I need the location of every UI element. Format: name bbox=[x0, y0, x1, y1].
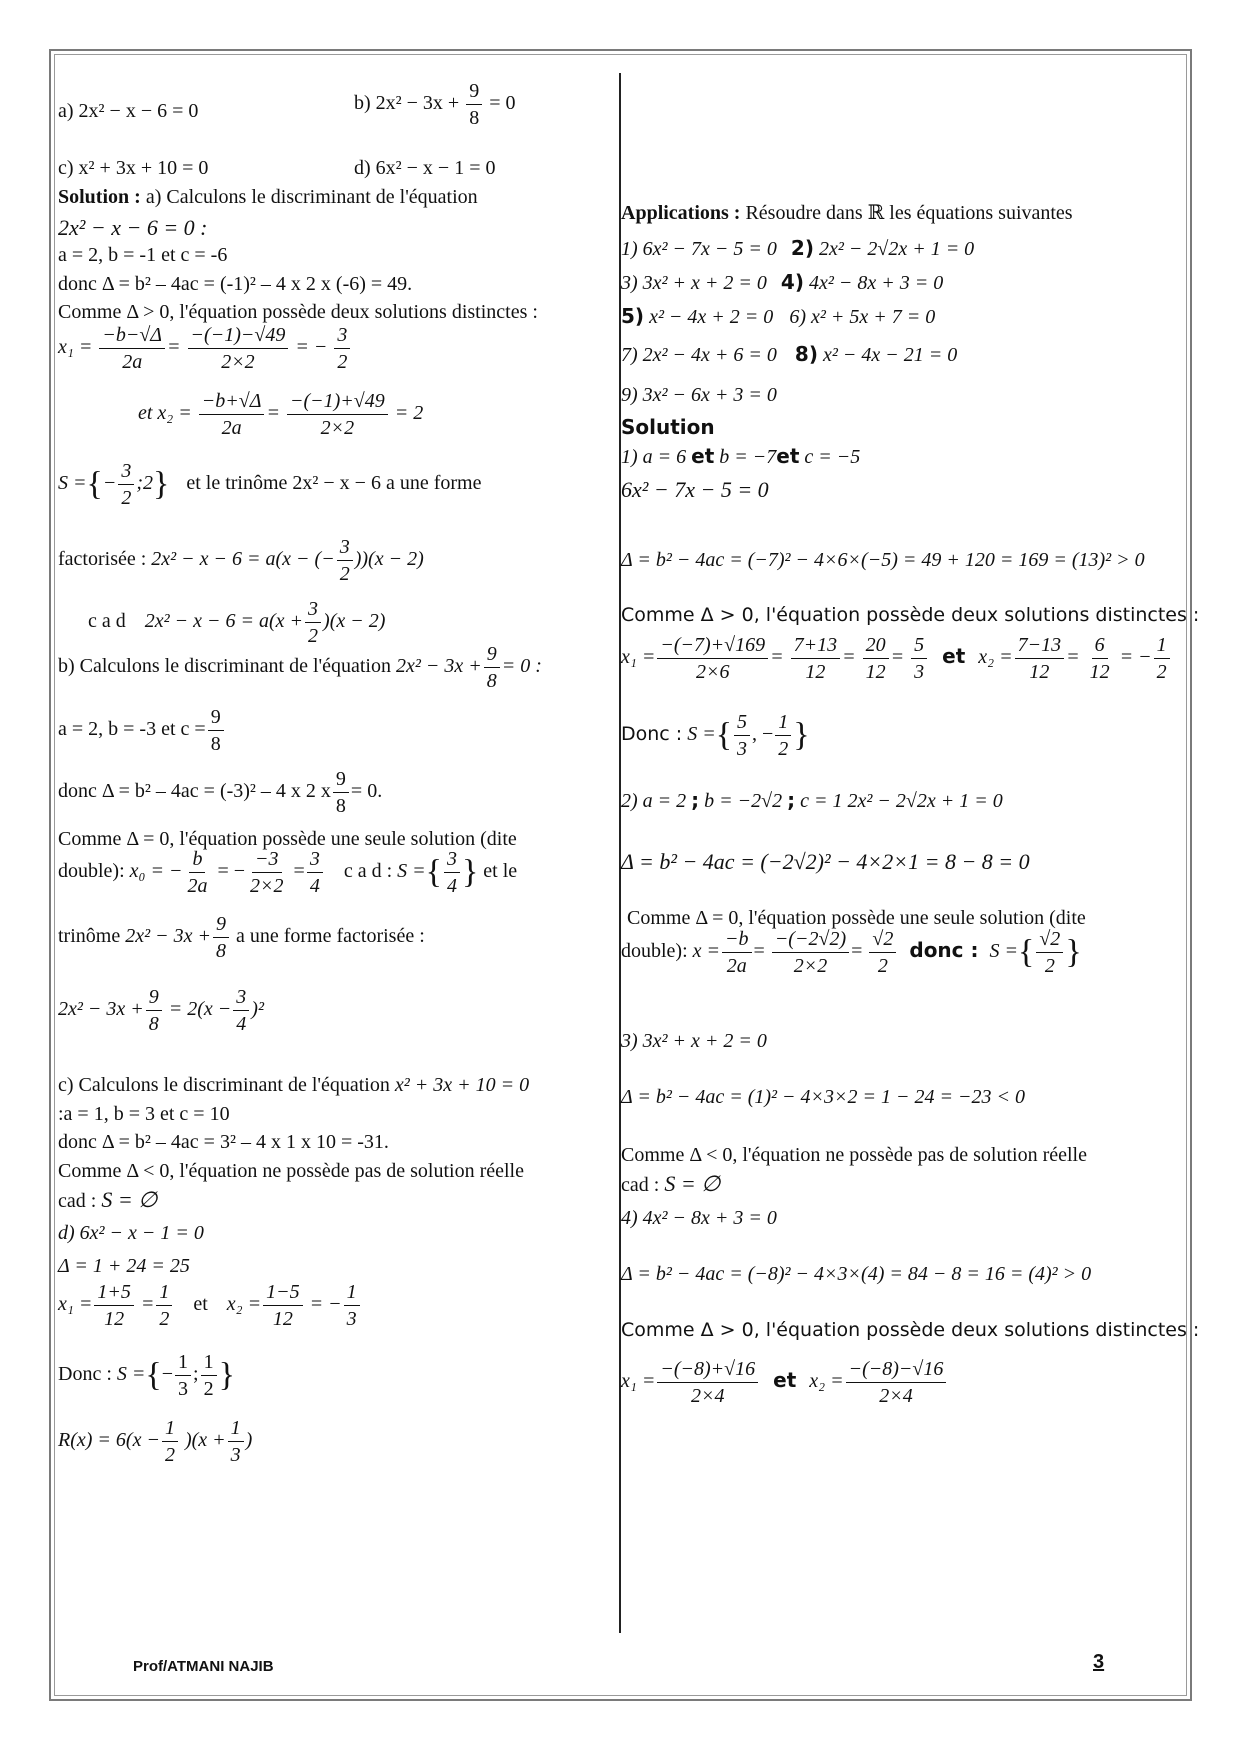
exercise-a: a) 2x² − x − 6 = 0 bbox=[58, 100, 199, 122]
x0-b: double): x₀ = − $\frac{b}{2a}$ = − $\frac{-3}{2\times 2}$ = $\frac{3}{4}$ c a d : S ={ $\frac{3}{4}$ } et le bbox=[58, 848, 518, 897]
x2-a: et x₂ = $\frac{-b+√\Delta}{2a}$ = $\frac{-(-1)+√49}{2\times 2}$ = 2 bbox=[138, 390, 424, 439]
solution-set-1: Donc : S ={ $\frac{5}{3}$ , − $\frac{1}{2}$ } bbox=[621, 711, 810, 760]
comme-c: Comme Δ < 0, l'équation ne possède pas de solution réelle bbox=[58, 1160, 524, 1182]
factorisation-b: 2x² − 3x + $\frac{9}{8}$ = 2(x − $\frac{3}{4}$ )² bbox=[58, 986, 264, 1035]
solution-set-a: S ={− $\frac{3}{2}$ ;2} et le trinôme 2x² − x − 6 a une forme bbox=[58, 460, 482, 509]
coefficients-1: 1) a = 6 et b = −7et c = −5 bbox=[621, 444, 861, 468]
coefficients-2: 2) a = 2 ; b = −2√2 ; c = 1 2x² − 2√2x + 1 = 0 bbox=[621, 788, 1003, 812]
equation-1: 6x² − 7x − 5 = 0 bbox=[621, 477, 769, 502]
solution-set-3: cad : S = ∅ bbox=[621, 1171, 721, 1196]
delta-1: Δ = b² − 4ac = (−7)² − 4×6×(−5) = 49 + 120 = 169 = (13)² > 0 bbox=[621, 549, 1145, 571]
equation-4: 4) 4x² − 8x + 3 = 0 bbox=[621, 1207, 777, 1229]
comme-3: Comme Δ < 0, l'équation ne possède pas de solution réelle bbox=[621, 1144, 1087, 1166]
exercise-c: c) x² + 3x + 10 = 0 bbox=[58, 157, 209, 179]
delta-2: Δ = b² − 4ac = (−2√2)² − 4×2×1 = 8 − 8 = 0 bbox=[621, 849, 1030, 874]
app-eq-7-8: 7) 2x² − 4x + 6 = 0 8) x² − 4x − 21 = 0 bbox=[621, 342, 958, 366]
factorisation-d: R(x) = 6(x − $\frac{1}{2}$ )(x + $\frac{1}{3}$ ) bbox=[58, 1417, 253, 1466]
solution-set-c: cad : S = ∅ bbox=[58, 1187, 158, 1212]
delta-a: donc Δ = b² – 4ac = (-1)² – 4 x 2 x (-6) = 49. bbox=[58, 273, 413, 295]
solution-heading: Solution : a) Calculons le discriminant de l'équation bbox=[58, 186, 478, 208]
coefficients-b: a = 2, b = -3 et c = $\frac{9}{8}$ bbox=[58, 704, 226, 757]
roots-d: x₁ = $\frac{1+5}{12}$ = $\frac{1}{2}$ et x₂ = $\frac{1-5}{12}$ = − $\frac{1}{3}$ bbox=[58, 1279, 362, 1332]
comme-1: Comme Δ > 0, l'équation possède deux solutions distinctes : bbox=[621, 604, 1200, 626]
comme-2: Comme Δ = 0, l'équation possède une seule solution (dite bbox=[627, 907, 1086, 929]
equation-3: 3) 3x² + x + 2 = 0 bbox=[621, 1030, 767, 1052]
solution-set-d: Donc : S ={− $\frac{1}{3}$ ; $\frac{1}{2}$ } bbox=[58, 1351, 235, 1400]
coefficients-a: a = 2, b = -1 et c = -6 bbox=[58, 244, 228, 266]
comme-a: Comme Δ > 0, l'équation possède deux solutions distinctes : bbox=[58, 301, 538, 323]
footer-author: Prof/ATMANI NAJIB bbox=[133, 1658, 274, 1675]
applications-heading: Applications : Résoudre dans ℝ les équations suivantes bbox=[621, 202, 1073, 224]
exercise-d: d) 6x² − x − 1 = 0 bbox=[354, 157, 496, 179]
trinome-b: trinôme 2x² − 3x + $\frac{9}{8}$ a une forme factorisée : bbox=[58, 913, 425, 962]
factorisation-a: factorisée : 2x² − x − 6 = a(x − (− $\frac{3}{2}$ ))(x − 2) bbox=[58, 536, 424, 585]
solution-title: Solution bbox=[621, 415, 715, 439]
app-eq-1-2: 1) 6x² − 7x − 5 = 0 2) 2x² − 2√2x + 1 = 0 bbox=[621, 236, 975, 260]
equation-a: 2x² − x − 6 = 0 : bbox=[58, 215, 208, 240]
app-eq-9: 9) 3x² − 6x + 3 = 0 bbox=[621, 384, 777, 406]
delta-3: Δ = b² − 4ac = (1)² − 4×3×2 = 1 − 24 = −23 < 0 bbox=[621, 1086, 1026, 1108]
comme-4: Comme Δ > 0, l'équation possède deux solutions distinctes : bbox=[621, 1319, 1200, 1341]
factorisation-cad-a: c a d 2x² − x − 6 = a(x + $\frac{3}{2}$ )(x − 2) bbox=[88, 598, 386, 647]
equation-d: d) 6x² − x − 1 = 0 bbox=[58, 1222, 204, 1244]
roots-1: x₁ = $\frac{-(-7)+√169}{2\times 6}$ = $\frac{7+13}{12}$ = $\frac{20}{12}$ = $\frac{5}{3}$ et x₂ = $\frac{7-13}{12}$ = $\frac{6}{12}$ = − $\frac{1}{2}$ bbox=[621, 632, 1172, 685]
part-b-heading: b) Calculons le discriminant de l'équation 2x² − 3x + $\frac{9}{8}$ = 0 : bbox=[58, 643, 542, 692]
delta-b: donc Δ = b² – 4ac = (-3)² – 4 x 2 x $\frac{9}{8}$ = 0. bbox=[58, 768, 383, 817]
delta-4: Δ = b² − 4ac = (−8)² − 4×3×(4) = 84 − 8 = 16 = (4)² > 0 bbox=[621, 1263, 1092, 1285]
comme-b: Comme Δ = 0, l'équation possède une seule solution (dite bbox=[58, 828, 517, 850]
root-2: double): x = $\frac{-b}{2a}$ = $\frac{-(-2√2)}{2\times 2}$ = $\frac{√2}{2}$ donc : S ={ $\frac{√2}{2}$ } bbox=[621, 928, 1082, 977]
roots-4: x₁ = $\frac{-(-8)+√16}{2\times 4}$ et x₂ = $\frac{-(-8)-√16}{2\times 4}$ bbox=[621, 1356, 948, 1409]
page-number: 3 bbox=[1093, 1651, 1105, 1673]
delta-d: Δ = 1 + 24 = 25 bbox=[58, 1255, 190, 1277]
app-eq-5-6: 5) x² − 4x + 2 = 0 6) x² + 5x + 7 = 0 bbox=[621, 304, 936, 328]
app-eq-3-4: 3) 3x² + x + 2 = 0 4) 4x² − 8x + 3 = 0 bbox=[621, 270, 944, 294]
coefficients-c: :a = 1, b = 3 et c = 10 bbox=[58, 1103, 230, 1125]
delta-c: donc Δ = b² – 4ac = 3² – 4 x 1 x 10 = -31. bbox=[58, 1131, 389, 1153]
part-c-heading: c) Calculons le discriminant de l'équation x² + 3x + 10 = 0 bbox=[58, 1074, 530, 1096]
x1-a: x₁ = $\frac{-b-√\Delta}{2a}$ = $\frac{-(-1)-√49}{2\times 2}$ = − $\frac{3}{2}$ bbox=[58, 322, 352, 375]
exercise-b: b) 2x² − 3x + $\frac{9}{8}$ = 0 bbox=[354, 80, 516, 129]
